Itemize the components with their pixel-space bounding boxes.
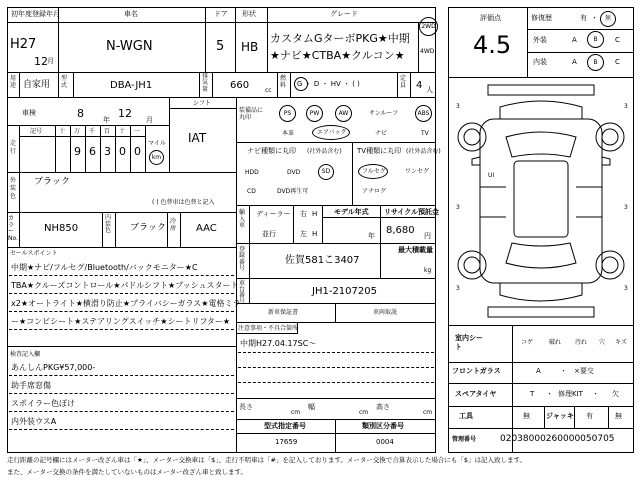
- interior-b-circled: B: [587, 54, 604, 71]
- navi-item-hdd: HDD: [245, 169, 259, 176]
- class-label: 類別区分番号: [362, 422, 404, 430]
- use-value: 自家用: [23, 80, 51, 90]
- interior-label: 内装: [533, 58, 547, 66]
- interior-sheet-item: 汚れ: [575, 339, 588, 346]
- tv-item-fullseg: フルセグ: [362, 168, 386, 175]
- first-reg-label: 初年度登録年月: [11, 10, 60, 18]
- first-reg-month: 12: [34, 55, 48, 68]
- import-left: 左: [300, 230, 307, 238]
- type-cert-label: 型式指定番号: [264, 422, 306, 430]
- import-label: 輸入車: [239, 209, 246, 230]
- shape-label: 形状: [242, 10, 256, 18]
- max-load-unit: kg: [424, 267, 432, 274]
- displacement-label: 排気量: [202, 73, 209, 93]
- windshield-replace: ×要交: [574, 367, 594, 375]
- spare-kit: 修理KIT: [558, 390, 583, 398]
- import-parallel: 並行: [262, 230, 276, 238]
- notes-label: 注意事項・不具合箇所: [238, 325, 299, 332]
- width-label: 幅: [308, 403, 315, 411]
- equipment-label: 装備品に丸印: [239, 107, 264, 122]
- navi-title: ナビ種類に丸印: [247, 147, 296, 155]
- inspector-line: あんしんPKG¥57,000-: [11, 363, 96, 372]
- displacement-value: 660: [230, 80, 250, 91]
- car-damage-diagram: [448, 77, 634, 325]
- import-handle-h-right: H: [312, 210, 318, 218]
- grade-line2: ★ナビ★CTBA★クルコン★: [270, 49, 405, 62]
- class-value: 0004: [376, 438, 394, 446]
- model-name-label: 車名: [124, 10, 138, 18]
- interior-sheet-item: 穴: [599, 339, 606, 346]
- mileage-unit-mile: マイル: [148, 140, 166, 147]
- chassis-value: JH1-2107205: [312, 286, 377, 297]
- inspection-year: 8: [77, 107, 84, 120]
- spare-t: T: [530, 390, 535, 398]
- inspection-month-unit: 月: [146, 116, 153, 124]
- shape-value: HB: [241, 40, 259, 54]
- equip-pw-circled: PW: [306, 105, 323, 122]
- equip-aw-circled: AW: [335, 105, 352, 122]
- drive-4wd: 4WD: [420, 48, 435, 55]
- diagram-mark: UI: [488, 172, 495, 179]
- mileage-header-juu: 十: [119, 128, 126, 135]
- exterior-b-circled: B: [587, 31, 604, 48]
- tv-item-analog: アナログ: [362, 188, 387, 195]
- navi-item-dvd: DVD: [287, 169, 301, 176]
- inspection-month: 12: [118, 107, 132, 120]
- equip-ps-circled: PS: [279, 105, 296, 122]
- fuel-options: G ・ D ・ HV ・ ( ): [297, 80, 360, 88]
- footer-line2: また、メーター交換の条件を満たしていないものはメーター改ざん車と致します。: [7, 468, 247, 476]
- inspector-line: 内外装ウスA: [11, 417, 57, 426]
- diagram-mark: 3: [624, 204, 628, 211]
- inspector-line: 助手席窓傷: [11, 381, 51, 390]
- mileage-digit: 6: [89, 145, 96, 158]
- length-unit: cm: [291, 409, 301, 416]
- ac-value: AAC: [196, 223, 217, 234]
- displacement-unit: cc: [265, 87, 272, 94]
- tv-item-oneseg: ワンセグ: [405, 168, 430, 175]
- equip-sunroof: サンルーフ: [369, 110, 399, 117]
- mileage-header-10man: 十: [59, 128, 66, 135]
- jack-value-none: 無: [615, 412, 622, 420]
- import-dealer: ディーラー: [256, 210, 291, 218]
- sales-point-line: TBA★クルーズコントロール★パドルシフト★プッシュスタート: [11, 281, 239, 290]
- color-code-value: NH850: [44, 223, 79, 234]
- footer-line1: 走行距離の記号欄にはメーター改ざん車は「★」、メーター交換車は「$」、走行不明車は「#」を記入しております。メーター交換で合算表示した場合にも「$」は記入致します。: [7, 456, 527, 464]
- grade-line1: カスタムGターボPKG★中期: [270, 32, 410, 45]
- mileage-header-hyaku: 百: [104, 128, 111, 135]
- windshield-sep: ・: [560, 367, 567, 375]
- equip-tv: TV: [421, 130, 429, 137]
- mileage-header-ichi: 一: [134, 128, 141, 135]
- inspection-year-unit: 年: [103, 116, 110, 124]
- exterior-label: 外装: [533, 36, 547, 44]
- mileage-header-sen: 千: [89, 128, 96, 135]
- equip-abs-circled: ABS: [415, 105, 432, 122]
- interior-color-label: 内装色: [105, 214, 112, 235]
- spare-missing: 欠: [612, 390, 619, 398]
- equip-leather: 本革: [282, 130, 295, 137]
- equip-navi: ナビ: [375, 130, 388, 137]
- repair-yes: 有: [580, 14, 587, 22]
- mileage-header-man: 万: [74, 128, 81, 135]
- navi-note: (社外品含む): [307, 148, 342, 155]
- chassis-label: 車台番号: [239, 280, 246, 305]
- model-year-unit: 年: [368, 232, 375, 240]
- exterior-a: A: [572, 36, 577, 44]
- tv-note: (社外品含む): [406, 148, 441, 155]
- interior-c: C: [615, 58, 620, 66]
- spare-label: スペアタイヤ: [455, 390, 497, 398]
- mileage-unit-km-circled: km: [149, 150, 164, 165]
- navi-item-dvd-play: DVD再生可: [277, 188, 309, 195]
- width-unit: cm: [359, 409, 369, 416]
- jack-label: ジャッキ: [546, 412, 574, 420]
- height-label: 高さ: [376, 403, 390, 411]
- spare-sep2: ・: [592, 390, 599, 398]
- repair-label: 修復歴: [531, 14, 552, 22]
- mileage-label: 走行: [10, 140, 17, 155]
- mileage-digit: 0: [119, 145, 126, 158]
- import-handle-h-left: H: [312, 230, 318, 238]
- model-name-value: N-WGN: [106, 39, 153, 54]
- jack-value: 有: [586, 412, 593, 420]
- ac-label: 冷房: [170, 218, 177, 232]
- manual-label[interactable]: 車両取説: [373, 309, 398, 316]
- inspector-label: 検査記入欄: [10, 351, 41, 358]
- tools-label: 工具: [459, 412, 473, 420]
- capacity-value: 4: [416, 80, 423, 91]
- interior-color-value: ブラック: [130, 223, 166, 233]
- color-code-label: カラーNo.: [8, 215, 18, 242]
- shift-value: IAT: [188, 131, 207, 145]
- first-reg-value: H27: [10, 37, 37, 52]
- color-value: ブラック: [34, 177, 70, 187]
- registration-value: 佐賀581こ3407: [285, 255, 360, 266]
- grade-label: グレード: [330, 10, 358, 18]
- interior-sheet-item: キズ: [615, 339, 627, 346]
- import-right: 右: [300, 210, 307, 218]
- first-reg-month-unit: 月: [47, 57, 54, 65]
- type-label: 型式: [61, 75, 68, 89]
- tools-value: 無: [523, 412, 530, 420]
- exterior-c: C: [615, 36, 620, 44]
- spare-sep1: ・: [546, 390, 553, 398]
- mgmt-value: 02038000260000050705: [500, 434, 615, 444]
- score-value: 4.5: [473, 31, 512, 59]
- interior-sheet-item: 破れ: [549, 339, 562, 346]
- navi-item-sd-circled: SD: [318, 164, 334, 180]
- diagram-mark: 3: [456, 103, 460, 110]
- diagram-mark: 3: [456, 204, 460, 211]
- doors-value: 5: [216, 39, 225, 54]
- mgmt-label: 管理番号: [452, 436, 477, 443]
- use-label: 用途: [10, 75, 17, 89]
- windshield-a: A: [536, 367, 541, 375]
- length-label: 長さ: [239, 403, 253, 411]
- inspector-line: スポイラー色ぼけ: [11, 399, 75, 408]
- warranty-label[interactable]: 新車保証書: [268, 309, 299, 316]
- capacity-label: 定員: [400, 75, 407, 89]
- diagram-mark: 3: [624, 285, 628, 292]
- sales-point-line: ー★コンビシート★ステアリングスイッチ★シートリフター★: [11, 317, 231, 326]
- mileage-digit: 9: [74, 145, 81, 158]
- fuel-label: 燃料: [280, 75, 287, 89]
- mileage-digit: 0: [134, 145, 141, 158]
- capacity-unit: 人: [426, 86, 433, 94]
- repair-separator: ・: [591, 14, 598, 22]
- interior-a: A: [572, 58, 577, 66]
- recycle-unit: 円: [424, 232, 431, 240]
- max-load-label: 最大積載量: [398, 246, 433, 254]
- windshield-label: フロントガラス: [452, 367, 501, 375]
- color-note: ( ) 色替車は色替と記入: [152, 199, 215, 206]
- score-label: 評価点: [480, 14, 501, 22]
- model-year-label: モデル年式: [334, 208, 369, 216]
- repair-no-circled: 無: [600, 11, 616, 27]
- drive-2wd-circled: 2WD: [419, 17, 438, 36]
- recycle-value: 8,680: [386, 225, 415, 236]
- interior-sheet-label: 室内シート: [455, 334, 483, 352]
- inspection-label: 車検: [22, 109, 36, 117]
- diagram-mark: 3: [624, 103, 628, 110]
- sales-point-line: x2★オートライト★横滑り防止★プライバシーガラス★電格ミラ: [11, 299, 241, 308]
- notes-value: 中期H27.04.17SC〜: [240, 339, 317, 348]
- mileage-digit: 3: [104, 145, 111, 158]
- shift-label: シフト: [193, 100, 212, 107]
- tv-title: TV種類に丸印: [357, 147, 402, 155]
- diagram-mark: 3: [456, 285, 460, 292]
- color-label: 外装色: [10, 177, 17, 200]
- sales-point-line: 中期★ナビ/フルセグ/Bluetooth/バックモニター★C: [11, 263, 198, 272]
- navi-item-cd: CD: [247, 188, 256, 195]
- type-cert-value: 17659: [275, 438, 298, 446]
- type-value: DBA-JH1: [110, 80, 153, 91]
- equip-airbag: エアバック: [317, 129, 347, 136]
- height-unit: cm: [423, 409, 433, 416]
- recycle-label: リサイクル預託金: [384, 208, 440, 216]
- interior-sheet-item: コゲ: [521, 339, 534, 346]
- registration-label: 登録番号: [239, 246, 246, 272]
- sales-points-label: セールスポイント: [10, 250, 58, 257]
- doors-label: ドア: [214, 10, 228, 18]
- mileage-header-symbol: 記号: [30, 128, 43, 135]
